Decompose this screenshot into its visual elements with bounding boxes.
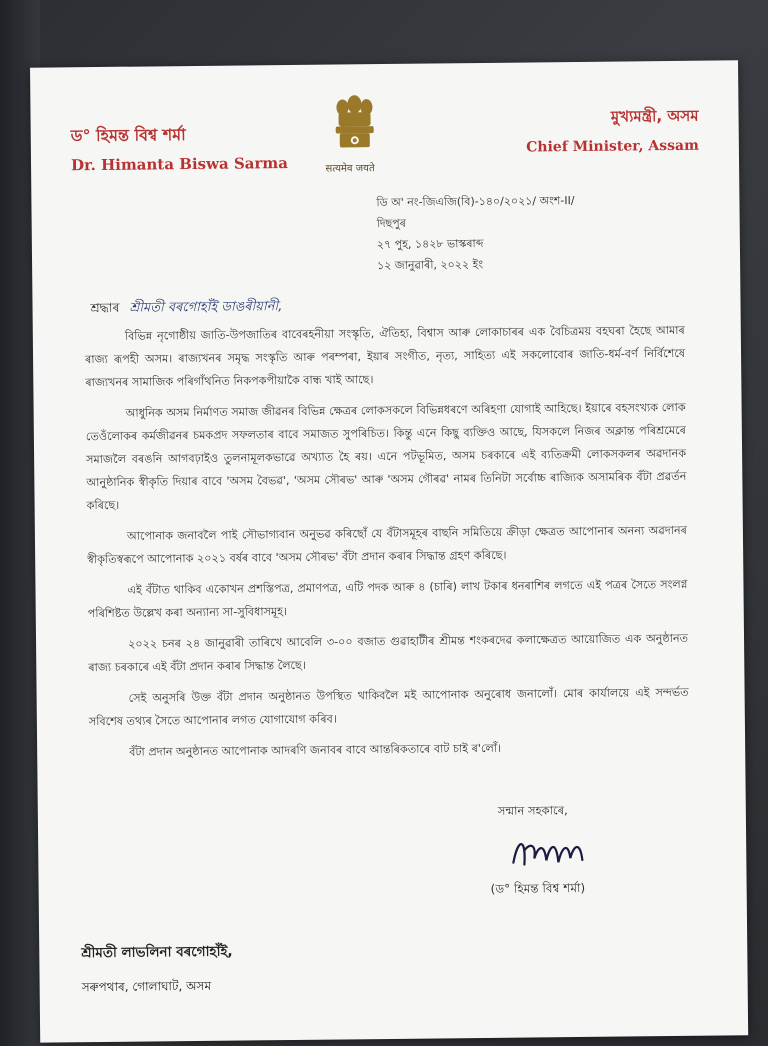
letter-body [85,319,690,772]
valediction: সন্মান সহকাৰে, [497,803,568,818]
lion-capital-icon [330,92,379,154]
body-paragraph: বঁটা প্ৰদান অনুষ্ঠানত আপোনাক আদৰণি জনাবৰ বাবে আন্তৰিকতাৰে বাট চাই ৰ'লোঁ। [129,741,502,759]
emblem-motto: सत्यमेव जयते [325,163,375,175]
recipient-address: সৰুপথাৰ, গোলাঘাট, অসম [81,978,212,995]
reference-number: ডি অ' নং-জিএজি(বি)-১৪০/২০২১/ অংশ-II/ [376,194,575,210]
salutation [90,297,282,320]
state-emblem [325,92,379,175]
handwritten-signature [508,832,598,873]
body-paragraph: ২০২২ চনৰ ২৪ জানুৱাৰী তাৰিখে আবেলি ৩-০০ বজাত গুৱাহাটীৰ শ্ৰীমন্ত শংকৰদেৱ কলাক্ষেত্ৰত আয়োজিত এক অনুষ্ঠানত ৰাজ্য চৰকাৰে এই বঁটা প্ৰদান কৰাৰ সিদ্ধান্ত লৈছে। [88,631,689,675]
reference-block [376,190,575,276]
name-assamese: ড° হিমন্ত বিশ্ব শৰ্মা [70,125,186,146]
title-assamese: মুখ্যমন্ত্ৰী, অসম [610,106,699,126]
reference-place: দিছপুৰ [376,216,407,231]
reference-date: ১২ জানুৱাৰী, ২০২২ ইং [377,257,484,273]
salutation-prefix: শ্ৰদ্ধাৰ [90,299,120,316]
letter-page [30,60,748,1042]
letterhead-name [71,121,288,174]
body-paragraph: সেই অনুসৰি উক্ত বঁটা প্ৰদান অনুষ্ঠানত উপস্থিত থাকিবলৈ মই আপোনাক অনুৰোধ জনালোঁ। মোৰ কাৰ্যালয়ে এই সন্দৰ্ভত সবিশেষ তথ্যৰ সৈতে আপোনাৰ লগত যোগাযোগ কৰিব। [88,685,689,729]
recipient-name: শ্ৰীমতী লাভলিনা বৰগোহাঁই, [81,943,233,962]
recipient-block [81,941,233,1000]
body-paragraph: এই বঁটাত থাকিব একোখন প্ৰশস্তিপত্ৰ, প্ৰমাণপত্ৰ, এটি পদক আৰু ৪ (চাৰি) লাখ টকাৰ ধনৰাশিৰ লগতে এই পত্ৰৰ সৈতে সংলগ্ন পৰিশিষ্টত উল্লেখ কৰা অন্যান্য সা-সুবিধাসমূহ। [87,577,688,621]
salutation-handwritten-name: শ্ৰীমতী বৰগোহাঁই ডাঙৰীয়ানী, [129,299,283,316]
signer-name: (ড° হিমন্ত বিশ্ব শৰ্মা) [490,880,586,896]
title-english: Chief Minister, Assam [526,137,699,156]
reference-date-local: ২৭ পুহ, ১৪২৮ ভাস্কৰাব্দ [376,236,484,252]
body-paragraph: আধুনিক অসম নিৰ্মাণত সমাজ জীৱনৰ বিভিন্ন ক্ষেত্ৰৰ লোকসকলে বিভিন্নধৰণে অৰিহণা যোগাই আহিছে। ইয়াৰে বহসংখ্যক লোক তেওঁলোকৰ কৰ্মজীৱনৰ চমকপ্ৰদ সফলতাৰ বাবে সমাজত সুপৰিচিত। কিন্তু এনে কিছু ব্যক্তিও আছে, যিসকলে নিজৰ অক্লান্ত পৰিশ্ৰমেৰে সমাজলৈ বৰঙনি আগবঢ়াইও তুলনামূলকভাৱে অখ্যাত হৈ ৰয়। এনে পটভূমিত, অসম চৰকাৰে এই ব্যতিক্ৰমী লোকসকলৰ অৱদানক আনুষ্ঠানিক স্বীকৃতি দিয়াৰ বাবে 'অসম বৈভৱ', 'অসম সৌৰভ' আৰু 'অসম গৌৰৱ' নামৰ তিনিটা সৰ্বোচ্চ ৰাজ্যিক অসামৰিক বঁটা প্ৰৱৰ্তন কৰিছে। [85,400,687,513]
letterhead-title [526,105,699,156]
body-paragraph: আপোনাক জনাবলৈ পাই সৌভাগ্যবান অনুভৱ কৰিছোঁ যে বঁটাসমূহৰ বাছনি সমিতিয়ে ক্ৰীড়া ক্ষেত্ৰত আপোনাৰ অনন্য অৱদানৰ স্বীকৃতিস্বৰূপে আপোনাক ২০২১ বৰ্ষৰ বাবে 'অসম সৌৰভ' বঁটা প্ৰদান কৰাৰ সিদ্ধান্ত গ্ৰহণ কৰিছে। [87,523,687,567]
name-english: Dr. Himanta Biswa Sarma [70,154,289,175]
body-paragraph: বিভিন্ন নৃগোষ্ঠীয় জাতি-উপজাতিৰ বাবেৰহনীয়া সংস্কৃতি, ঐতিহ্য, বিশ্বাস আৰু লোকাচাৰৰ এক বৈচিত্ৰময় বহঘৰা হৈছে আমাৰ ৰাজ্য ৰূপহী অসম। ৰাজ্যখনৰ সমৃদ্ধ সংস্কৃতি আৰু পৰম্পৰা, ইয়াৰ সংগীত, নৃত্য, সাহিত্য এই সকলোবোৰ জাতি-ধৰ্ম-বৰ্ণ নিৰ্বিশেষে ৰাজ্যখনৰ সামাজিক পৰিগাঁথনিত নিকপকপীয়াকৈ বান্ধ খাই আছে। [85,323,686,390]
